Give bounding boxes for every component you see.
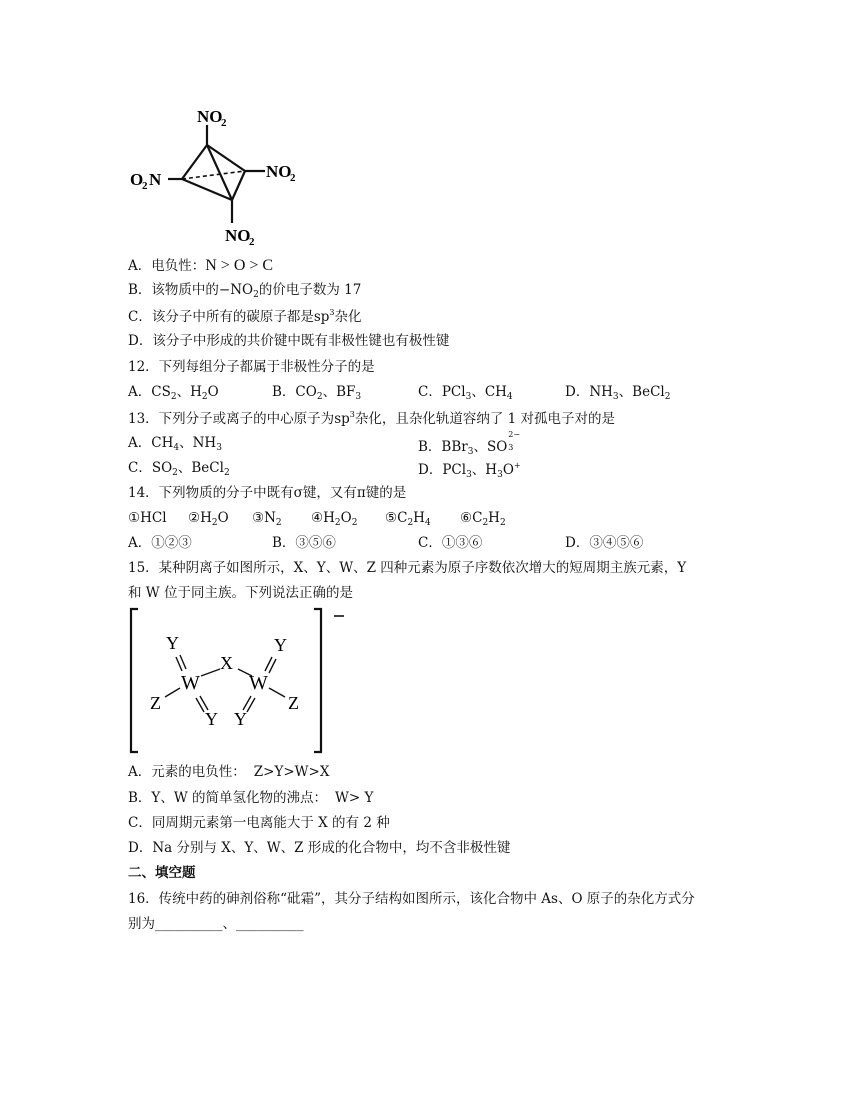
o2n-label-left: O bbox=[130, 170, 144, 189]
q13-option-c: C．$SO_2$、BeCl$_2$ bbox=[128, 460, 230, 478]
q13-option-d: D．PCl$_3$、$H_3O^+$ bbox=[418, 461, 521, 480]
q14-stem: 14．下列物质的分子中既有σ键，又有π键的是 bbox=[128, 485, 407, 501]
q12-option-c: C．PCl$_3$、$CH_4$ bbox=[418, 384, 513, 402]
q15-option-a: A．元素的电负性： Z>Y>W>X bbox=[128, 764, 330, 780]
no2-label-right: NO bbox=[266, 162, 292, 181]
tetranitro-molecule-figure bbox=[125, 100, 315, 250]
q15-stem-line1: 15．某种阴离子如图所示，X、Y、W、Z 四种元素为原子序数依次增大的短周期主族元素，Y bbox=[128, 560, 687, 576]
svg-text:2: 2 bbox=[249, 236, 255, 248]
anion-structure-figure bbox=[125, 605, 360, 755]
q14-item-3: $③N_2$ bbox=[252, 510, 282, 528]
q14-item-1: ①HCl bbox=[128, 510, 167, 526]
q16-stem-line1: 16．传统中药的砷剂俗称“砒霜”，其分子结构如图所示，该化合物中 As、O 原子的杂化方式分 bbox=[128, 891, 695, 907]
svg-text:Y: Y bbox=[205, 709, 218, 729]
q14-option-a: A．①②③ bbox=[128, 535, 192, 551]
q14-option-b: B．③⑤⑥ bbox=[272, 535, 336, 551]
q14-item-2: $②H_2O$ bbox=[188, 510, 229, 528]
svg-text:X: X bbox=[220, 653, 233, 673]
q13-stem: 13．下列分子或离子的中心原子为$sp^3$杂化，且杂化轨道容纳了 1 对孤电子对的是 bbox=[128, 410, 616, 427]
q11-option-d: D．该分子中形成的共价键中既有非极性键也有极性键 bbox=[128, 333, 450, 349]
svg-text:Z: Z bbox=[288, 693, 299, 713]
svg-text:2: 2 bbox=[221, 117, 227, 129]
q12-option-d: D．$NH_3$、BeCl$_2$ bbox=[565, 384, 671, 402]
svg-text:Y: Y bbox=[234, 709, 247, 729]
svg-text:Y: Y bbox=[166, 633, 179, 653]
q13-option-a: A．$CH_4$、$NH_3$ bbox=[128, 435, 222, 453]
q11-option-a: A．电负性：N > O > C bbox=[128, 257, 274, 274]
no2-label-top: NO bbox=[197, 107, 223, 126]
no2-label-bottom: NO bbox=[225, 226, 251, 245]
q14-item-6: $⑥C_2H_2$ bbox=[460, 510, 506, 528]
svg-text:N: N bbox=[149, 170, 162, 189]
q13-option-b: B．BBr$_3$、SO 2− 3 bbox=[418, 430, 521, 457]
svg-text:2: 2 bbox=[290, 172, 296, 184]
q12-option-a: A．$CS_2$、$H_2O$ bbox=[128, 384, 219, 402]
q14-option-c: C．①③⑥ bbox=[418, 535, 483, 551]
svg-text:W: W bbox=[249, 672, 268, 694]
section-title-fill-blank: 二、填空题 bbox=[128, 865, 196, 881]
q15-option-d: D．Na 分别与 X、Y、W、Z 形成的化合物中，均不含非极性键 bbox=[128, 840, 511, 856]
svg-text:2: 2 bbox=[142, 180, 148, 192]
q14-item-4: $④H_2O_2$ bbox=[311, 510, 358, 528]
svg-text:Y: Y bbox=[274, 635, 287, 655]
svg-text:Z: Z bbox=[150, 693, 161, 713]
q12-stem: 12．下列每组分子都属于非极性分子的是 bbox=[128, 359, 375, 375]
q15-option-c: C．同周期元素第一电离能大于 X 的有 2 种 bbox=[128, 815, 390, 831]
q12-option-b: B．$CO_2$、$BF_3$ bbox=[272, 384, 362, 402]
q11-option-b: B．该物质中的$-NO_2$的价电子数为 17 bbox=[128, 282, 362, 300]
q15-stem-line2: 和 W 位于同主族。下列说法正确的是 bbox=[128, 585, 353, 601]
q15-option-b: B．Y、W 的简单氢化物的沸点： W> Y bbox=[128, 790, 374, 806]
q11-option-c: C．该分子中所有的碳原子都是$sp^3$杂化 bbox=[128, 308, 362, 325]
q16-stem-line2: 别为__________、__________ bbox=[128, 916, 304, 932]
q14-option-d: D．③④⑤⑥ bbox=[565, 535, 644, 551]
q14-item-5: $⑤C_2H_4$ bbox=[385, 510, 431, 528]
svg-text:W: W bbox=[181, 672, 200, 694]
